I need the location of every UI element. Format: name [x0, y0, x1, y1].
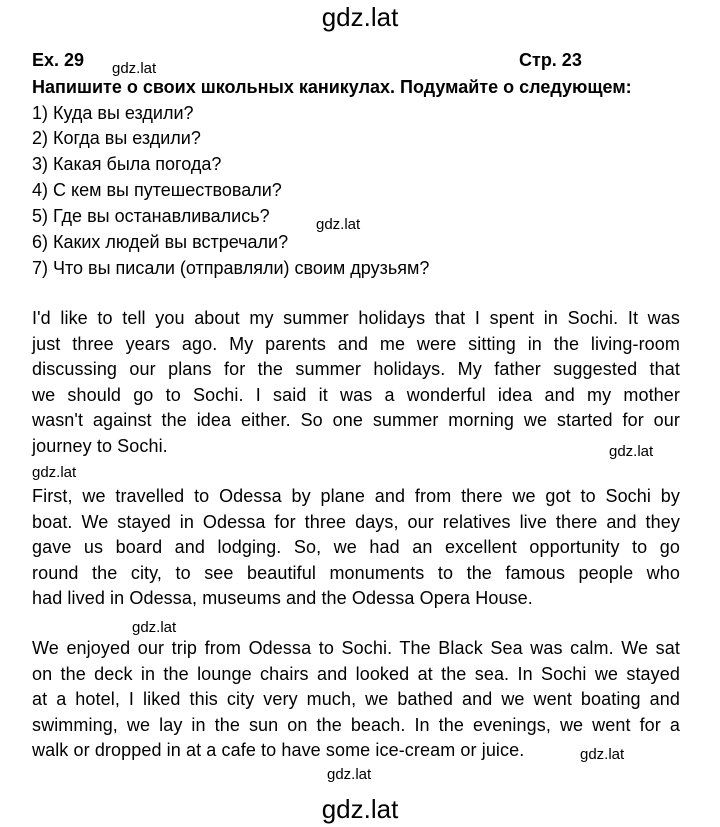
- question-item: 4) С кем вы путешествовали?: [32, 180, 282, 200]
- paragraph-line: just three years ago. My parents and me were sitting in the living-room: [32, 333, 680, 354]
- question-item: 7) Что вы писали (отправляли) своим друзьям?: [32, 258, 430, 278]
- paragraph: [32, 636, 680, 764]
- question-item: 1) Куда вы ездили?: [32, 103, 194, 123]
- page-number: Стр. 23: [519, 50, 582, 70]
- paragraph: [32, 306, 680, 460]
- paragraph-line: swimming, we lay in the sun on the beach. In the evenings, we went for a: [32, 714, 680, 735]
- paragraph-line: journey to Sochi.: [32, 435, 168, 456]
- paragraph-line: walk or dropped in at a cafe to have some ice-cream or juice.: [32, 740, 525, 761]
- paragraph-line: First, we travelled to Odessa by plane and from there we got to Sochi by: [32, 486, 680, 506]
- watermark: gdz.lat: [112, 60, 157, 77]
- watermark: gdz.lat: [132, 619, 177, 636]
- paragraph-line: on the deck in the lounge chairs and looked at the sea. In Sochi we stayed: [32, 663, 680, 684]
- paragraph-line: round the city, to see beautiful monuments to the famous people who: [32, 562, 680, 583]
- instruction: Напишите о своих школьных каникулах. Подумайте о следующем:: [32, 77, 632, 97]
- paragraph-line: discussing our plans for the summer holidays. My father suggested that: [32, 359, 680, 380]
- paragraph: [32, 484, 680, 612]
- paragraph-line: gave us board and lodging. So, we had an excellent opportunity to go: [32, 537, 680, 558]
- watermark: gdz.lat: [609, 443, 654, 460]
- paragraph-line: wasn't against the idea either. So one summer morning we started for our: [32, 410, 680, 431]
- exercise-number: Ex. 29: [32, 50, 85, 70]
- paragraph-line: we should go to Sochi. I said it was a wonderful idea and my mother: [32, 384, 680, 405]
- site-title-bottom: gdz.lat: [321, 794, 399, 824]
- paragraph-line: I'd like to tell you about my summer holidays that I spent in Sochi. It was: [32, 308, 680, 328]
- paragraph-line: boat. We stayed in Odessa for three days, our relatives live there and they: [32, 511, 680, 532]
- paragraph-line: had lived in Odessa, museums and the Odessa Opera House.: [32, 588, 533, 609]
- watermark: gdz.lat: [327, 766, 372, 783]
- question-item: 2) Когда вы ездили?: [32, 128, 201, 148]
- site-title-top: gdz.lat: [321, 2, 399, 32]
- watermark: gdz.lat: [32, 464, 77, 481]
- watermark: gdz.lat: [316, 216, 361, 233]
- question-item: 6) Каких людей вы встречали?: [32, 232, 289, 252]
- question-item: 5) Где вы останавливались?: [32, 206, 270, 226]
- paragraph-line: We enjoyed our trip from Odessa to Sochi. The Black Sea was calm. We sat: [32, 638, 680, 658]
- paragraph-line: at a hotel, I liked this city very much, we bathed and we went boating and: [32, 689, 680, 710]
- watermark: gdz.lat: [580, 746, 625, 763]
- question-item: 3) Какая была погода?: [32, 154, 222, 174]
